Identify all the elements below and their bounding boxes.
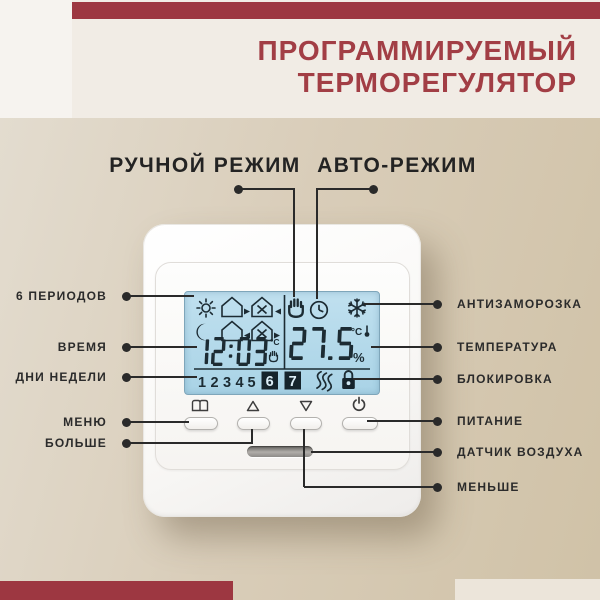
label-antifreeze: АНТИЗАМОРОЗКА <box>457 297 583 311</box>
callout-line <box>126 346 197 348</box>
callout-dot <box>122 418 131 427</box>
lcd-time-digits <box>204 337 267 366</box>
bottom-accent-bar <box>0 581 233 600</box>
lcd-graphics <box>185 292 379 394</box>
callout-dot <box>433 417 442 426</box>
label-air-sensor: ДАТЧИК ВОЗДУХА <box>457 445 584 459</box>
clock-icon <box>311 302 328 319</box>
callout-line <box>311 451 436 453</box>
heading-auto-mode: АВТО-РЕЖИМ <box>317 154 477 177</box>
label-menu: МЕНЮ <box>63 415 107 429</box>
page-title-line2: ТЕРМОРЕГУЛЯТОР <box>297 67 577 98</box>
label-week-days: ДНИ НЕДЕЛИ <box>15 370 107 384</box>
label-six-periods: 6 ПЕРИОДОВ <box>16 289 107 303</box>
callout-line <box>126 295 194 297</box>
callout-line <box>238 188 295 190</box>
house-x-return-icon <box>252 298 281 317</box>
sun-icon <box>197 299 215 317</box>
day-1: 1 <box>197 375 207 391</box>
day-7: 7 <box>288 374 297 390</box>
house-leave-icon <box>222 298 250 317</box>
callout-line <box>317 188 373 190</box>
day-5: 5 <box>247 375 256 391</box>
page-title <box>257 35 577 99</box>
callout-dot <box>122 439 131 448</box>
callout-dot <box>433 343 442 352</box>
callout-dot <box>433 483 442 492</box>
label-time: ВРЕМЯ <box>57 340 107 354</box>
callout-line <box>367 420 436 422</box>
callout-dot <box>433 300 442 309</box>
up-button <box>237 417 270 430</box>
thermostat-device <box>143 224 421 517</box>
callout-line <box>364 303 436 305</box>
callout-dot <box>122 292 131 301</box>
power-button <box>342 417 378 430</box>
callout-line <box>251 429 253 443</box>
callout-line <box>353 378 436 380</box>
day-4: 4 <box>235 375 244 391</box>
top-accent-bar <box>72 2 600 19</box>
device-front-panel <box>155 262 410 470</box>
label-power: ПИТАНИЕ <box>457 414 524 428</box>
arrow-down-icon <box>299 400 313 412</box>
label-more: БОЛЬШЕ <box>45 436 107 450</box>
thermometer-icon <box>365 326 370 337</box>
down-button <box>290 417 322 430</box>
callout-dot <box>122 343 131 352</box>
callout-line <box>303 429 305 487</box>
menu-button <box>184 417 218 430</box>
lcd-display <box>184 291 380 395</box>
label-temperature: ТЕМПЕРАТУРА <box>457 340 558 354</box>
day-2: 2 <box>210 375 219 391</box>
snowflake-icon <box>347 299 366 318</box>
callout-line <box>126 376 197 378</box>
background-top-left-block <box>0 0 72 118</box>
callout-line <box>371 346 436 348</box>
day-3: 3 <box>222 375 232 391</box>
day-6: 6 <box>265 374 274 390</box>
page-title-line1: ПРОГРАММИРУЕМЫЙ <box>257 35 577 66</box>
hand-icon <box>289 300 303 317</box>
callout-dot <box>122 373 131 382</box>
arrow-up-icon <box>246 400 260 412</box>
power-icon <box>351 396 367 412</box>
bottom-right-block <box>455 579 600 600</box>
callout-dot <box>433 448 442 457</box>
callout-line <box>304 486 436 488</box>
callout-line <box>126 421 189 423</box>
hand-small-icon <box>270 352 278 362</box>
lcd-percent: % <box>353 350 365 365</box>
week-days-row <box>198 372 301 392</box>
moon-icon <box>196 324 206 341</box>
callout-dot <box>433 375 442 384</box>
callout-line <box>293 188 295 297</box>
callout-line <box>316 188 318 299</box>
crescent-icon <box>332 302 340 318</box>
lock-icon <box>342 371 355 389</box>
callout-dot <box>234 185 243 194</box>
label-less: МЕНЬШЕ <box>457 480 520 494</box>
label-lock: БЛОКИРОВКА <box>457 372 553 386</box>
menu-book-icon <box>190 399 210 413</box>
lcd-temp-unit: °C <box>351 327 363 338</box>
callout-line <box>126 442 253 444</box>
lcd-temperature-digits <box>289 327 354 360</box>
lcd-time-unit: °C <box>270 337 280 347</box>
callout-dot <box>369 185 378 194</box>
heading-manual-mode: РУЧНОЙ РЕЖИМ <box>109 154 301 177</box>
heating-waves-icon <box>315 371 335 391</box>
